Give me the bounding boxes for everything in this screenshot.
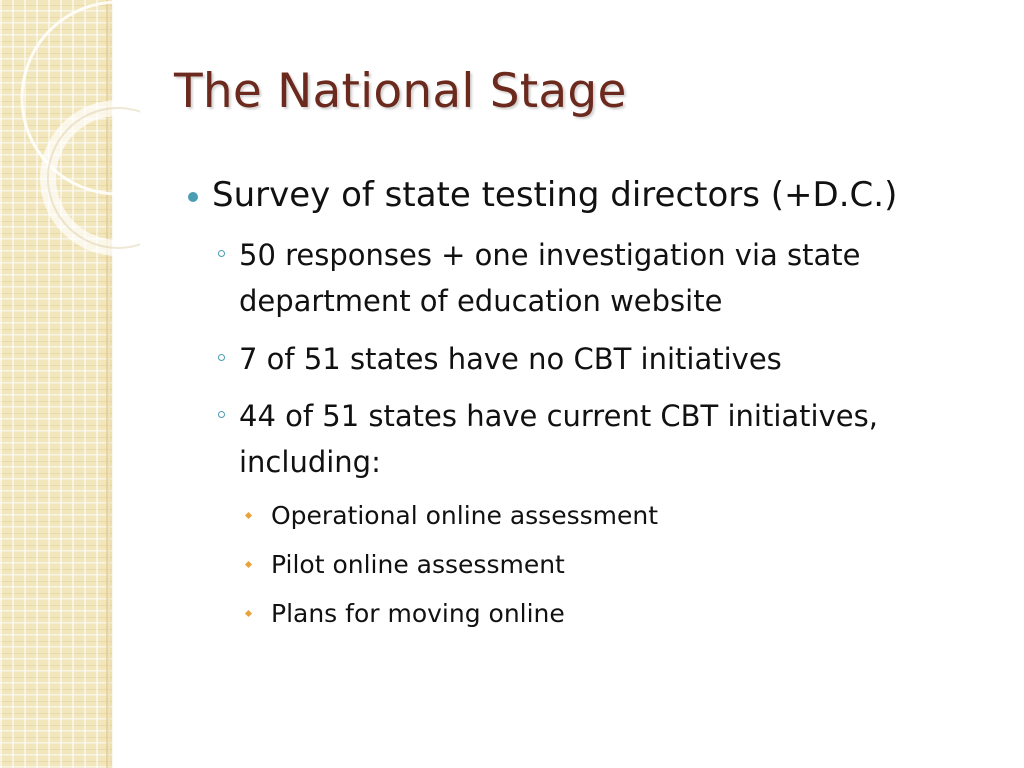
sub-sub-bullet-item: [246, 596, 565, 632]
hollow-circle-bullet-icon: [218, 354, 225, 361]
bullet-item: [188, 175, 897, 215]
hollow-circle-bullet-icon: [218, 411, 225, 418]
sub-bullet-text: 44 of 51 states have current CBT initiatives, including:: [239, 399, 878, 479]
slide-title: The National Stage: [174, 64, 627, 119]
sub-sub-bullet-text: Pilot online assessment: [271, 550, 565, 579]
sub-sub-bullet-item: [246, 547, 565, 583]
sub-bullet-item: [218, 232, 958, 324]
side-panel-edge: [106, 0, 114, 768]
sub-bullet-item: [218, 393, 958, 485]
small-square-bullet-icon: [245, 561, 252, 568]
bullet-dot-icon: [188, 192, 198, 202]
sub-sub-bullet-text: Plans for moving online: [271, 599, 565, 628]
hollow-circle-bullet-icon: [218, 250, 225, 257]
sub-sub-bullet-text: Operational online assessment: [271, 501, 659, 530]
decorative-side-panel: [0, 0, 112, 768]
sub-bullet-text: 50 responses + one investigation via state department of education website: [239, 238, 861, 318]
sub-bullet-item: [218, 336, 958, 382]
sub-bullet-text: 7 of 51 states have no CBT initiatives: [239, 342, 782, 376]
small-square-bullet-icon: [245, 512, 252, 519]
bullet-text: Survey of state testing directors (+D.C.): [212, 175, 898, 215]
sub-sub-bullet-item: [246, 498, 658, 534]
small-square-bullet-icon: [245, 610, 252, 617]
